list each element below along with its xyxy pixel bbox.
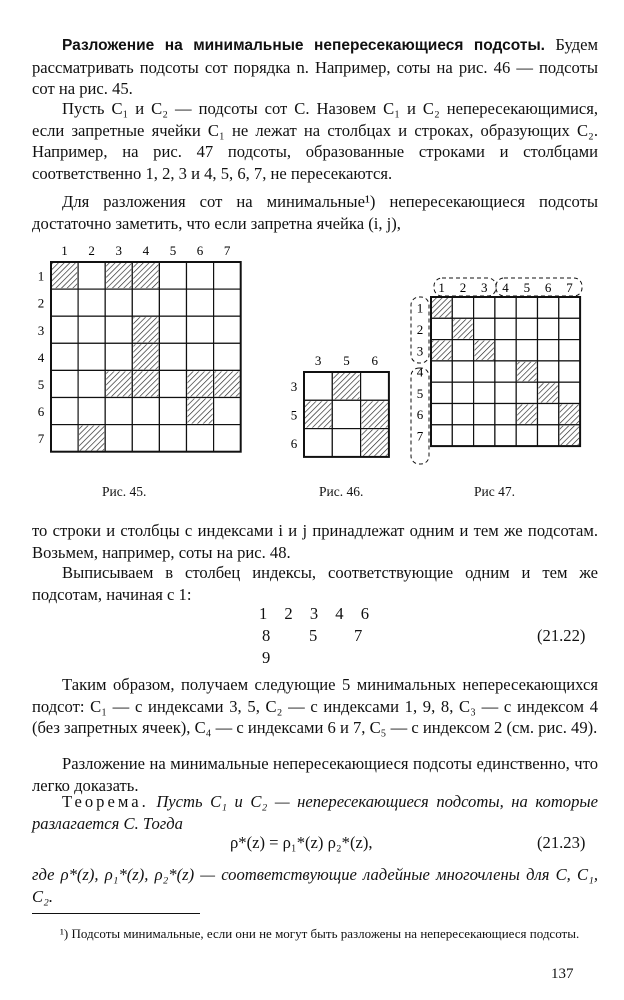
eq-index: 8 <box>262 626 271 645</box>
board-cell <box>159 370 186 397</box>
eq-index: 1 <box>259 604 268 623</box>
board-cell <box>452 425 473 446</box>
section-title: Разложение на минимальные непересекающиеся подсоты. <box>62 37 545 54</box>
eq-index: 3 <box>309 604 319 623</box>
eq-index: 6 <box>360 604 369 623</box>
board-cell <box>187 425 214 452</box>
page-number: 137 <box>551 966 574 982</box>
board-cell <box>187 316 214 343</box>
forbidden-cell <box>133 263 158 288</box>
column-label: 4 <box>502 280 509 295</box>
figure-46-caption: Рис. 46. <box>319 484 364 499</box>
board-cell <box>538 318 559 339</box>
board-cell <box>78 398 105 425</box>
forbidden-cell <box>305 401 331 427</box>
board-cell <box>538 404 559 425</box>
row-label: 3 <box>37 322 45 338</box>
board-cell <box>159 316 186 343</box>
paragraph-1 <box>32 34 598 100</box>
board-cell <box>105 343 132 370</box>
equation-number: (21.22) <box>537 626 586 645</box>
board-cell <box>105 425 132 452</box>
board-cell <box>51 343 78 370</box>
board-cell <box>474 318 495 339</box>
forbidden-cell <box>517 405 536 424</box>
forbidden-cell <box>517 362 536 381</box>
column-label: 5 <box>343 353 350 368</box>
footnote: ¹) Подсоты минимальные, если они не могут быть разложены на непересекающиеся подсоты. <box>60 926 580 941</box>
forbidden-cell <box>362 430 388 456</box>
board-cell <box>431 318 452 339</box>
row-label: 7 <box>416 428 424 444</box>
board-cell <box>452 382 473 403</box>
eq-index: 7 <box>354 626 363 645</box>
forbidden-cell <box>79 426 104 451</box>
row-label: 5 <box>290 407 298 423</box>
board-cell <box>214 343 241 370</box>
board-cell <box>78 316 105 343</box>
board-cell <box>495 404 516 425</box>
column-label: 3 <box>481 280 488 295</box>
board-cell <box>559 318 580 339</box>
board-cell <box>474 425 495 446</box>
row-label: 7 <box>37 431 45 447</box>
eq-index: 5 <box>309 626 318 645</box>
board-cell <box>474 297 495 318</box>
board-cell <box>516 382 537 403</box>
row-label: 4 <box>37 349 45 365</box>
column-label: 6 <box>371 353 378 368</box>
board-cell <box>452 297 473 318</box>
paragraph-8: где ρ*(z), ρ₁*(z), ρ₂*(z) — соответствующие ладейные многочлены для C, C₁, C₂. <box>32 865 598 906</box>
board-cell <box>214 398 241 425</box>
board-cell <box>214 289 241 316</box>
board-cell <box>51 425 78 452</box>
row-label: 2 <box>37 295 45 311</box>
board-cell <box>159 343 186 370</box>
board-cell <box>431 425 452 446</box>
board-cell <box>559 340 580 361</box>
board-cell <box>159 425 186 452</box>
forbidden-cell <box>362 401 388 427</box>
board-cell <box>214 262 241 289</box>
figure-47-grid <box>417 280 580 446</box>
board-cell <box>159 398 186 425</box>
forbidden-cell <box>453 319 472 338</box>
board-cell <box>78 289 105 316</box>
board-cell <box>538 361 559 382</box>
column-label: 2 <box>88 243 95 258</box>
row-label: 6 <box>290 435 298 451</box>
forbidden-cell <box>560 405 579 424</box>
board-cell <box>214 425 241 452</box>
board-cell <box>452 404 473 425</box>
board-cell <box>452 361 473 382</box>
board-cell <box>516 425 537 446</box>
board-cell <box>214 316 241 343</box>
board-cell <box>51 398 78 425</box>
forbidden-cell <box>106 263 131 288</box>
board-cell <box>495 382 516 403</box>
board-cell <box>538 340 559 361</box>
figure-46-grid <box>291 353 389 457</box>
row-label: 4 <box>416 364 424 380</box>
column-label: 4 <box>142 243 150 258</box>
board-cell <box>431 382 452 403</box>
figure-45-caption: Рис. 45. <box>102 484 147 499</box>
board-cell <box>105 398 132 425</box>
board-cell <box>559 297 580 318</box>
forbidden-cell <box>432 341 451 360</box>
row-label: 6 <box>37 404 45 420</box>
board-cell <box>105 289 132 316</box>
theorem <box>32 791 598 834</box>
row-label: 6 <box>416 407 424 423</box>
column-label: 6 <box>544 280 552 295</box>
row-label: 1 <box>37 268 45 284</box>
forbidden-cell <box>432 298 451 317</box>
forbidden-cell <box>333 373 359 399</box>
board-cell <box>332 400 360 428</box>
paragraph-4: то строки и столбцы с индексами i и j принадлежат одним и тем же подсотам. Возьмем, например, соты на рис. 48. <box>32 521 598 562</box>
eq-index: 4 <box>335 604 344 623</box>
board-cell <box>304 372 332 400</box>
board-cell <box>538 297 559 318</box>
row-label: 3 <box>290 379 298 395</box>
column-label: 1 <box>61 243 68 258</box>
column-label: 6 <box>196 243 204 258</box>
board-cell <box>559 361 580 382</box>
paragraph-3: Для разложения сот на минимальные¹) непересекающиеся подсоты достаточно заметить, что если запретна ячейка (i, j), <box>32 192 598 233</box>
board-cell <box>159 289 186 316</box>
board-cell <box>474 382 495 403</box>
board-cell <box>495 318 516 339</box>
board-cell <box>495 297 516 318</box>
equation-row-1 <box>259 604 369 624</box>
forbidden-cell <box>560 426 579 445</box>
board-cell <box>132 425 159 452</box>
forbidden-cell <box>106 371 131 396</box>
board-cell <box>159 262 186 289</box>
board-cell <box>78 343 105 370</box>
forbidden-cell <box>188 399 213 424</box>
board-cell <box>559 382 580 403</box>
board-cell <box>516 318 537 339</box>
board-cell <box>78 370 105 397</box>
board-cell <box>132 398 159 425</box>
figure-47-caption: Рис 47. <box>474 484 515 499</box>
column-label: 7 <box>223 243 231 258</box>
board-cell <box>516 340 537 361</box>
column-label: 5 <box>169 243 177 258</box>
board-cell <box>431 361 452 382</box>
forbidden-cell <box>475 341 494 360</box>
board-cell <box>78 262 105 289</box>
forbidden-cell <box>133 344 158 369</box>
forbidden-cell <box>133 371 158 396</box>
forbidden-cell <box>133 317 158 342</box>
row-label: 5 <box>416 385 424 401</box>
board-cell <box>51 316 78 343</box>
board-cell <box>187 262 214 289</box>
column-label: 3 <box>314 353 322 368</box>
board-cell <box>495 340 516 361</box>
board-cell <box>187 289 214 316</box>
forbidden-cell <box>539 383 558 402</box>
board-cell <box>495 361 516 382</box>
equation-21-23: ρ*(z) = ρ₁*(z) ρ₂*(z), <box>230 833 373 852</box>
board-cell <box>495 425 516 446</box>
board-cell <box>105 316 132 343</box>
board-cell <box>452 340 473 361</box>
row-label: 1 <box>416 300 424 316</box>
theorem-text: Пусть C₁ и C₂ — непересекающиеся подсоты, на которые разлагается C. Тогда <box>32 792 598 833</box>
board-cell <box>474 361 495 382</box>
board-cell <box>431 404 452 425</box>
column-label: 1 <box>438 280 445 295</box>
row-label: 5 <box>37 376 45 392</box>
board-cell <box>361 372 389 400</box>
theorem-label: Теорема. <box>62 792 149 811</box>
paragraph-1-text: Будем рассматривать подсоты сот порядка n. Например, соты на рис. 46 — подсоты сот на рис. 45. <box>32 35 599 98</box>
board-cell <box>332 429 360 457</box>
paragraph-6: Таким образом, получаем следующие 5 минимальных непересекающихся подсот: C₁ — с индексами 3, 5, C₂ — с индексами 1, 9, 8, C₃ — с индексом 4 (без запретных ячеек), C₄ — с индексами 6 и 7, C₅ — с индексом 2 (см. рис. 49). <box>32 675 598 737</box>
forbidden-cell <box>52 263 77 288</box>
board-cell <box>304 429 332 457</box>
row-label: 2 <box>416 321 424 337</box>
forbidden-cell <box>215 371 240 396</box>
footnote-rule <box>32 913 200 914</box>
board-cell <box>51 289 78 316</box>
paragraph-5: Выписываем в столбец индексы, соответствующие одним и тем же подсотам, начиная с 1: <box>32 563 598 604</box>
figure-45-grid <box>38 243 241 452</box>
column-label: 3 <box>115 243 122 258</box>
board-cell <box>474 404 495 425</box>
figures-area <box>0 236 624 506</box>
board-cell <box>516 297 537 318</box>
column-label: 7 <box>566 280 573 295</box>
forbidden-cell <box>188 371 213 396</box>
column-label: 2 <box>459 280 467 295</box>
equation-number: (21.23) <box>537 833 586 852</box>
eq-index: 9 <box>262 648 271 667</box>
board-cell <box>51 370 78 397</box>
paragraph-7: Разложение на минимальные непересекающиеся подсоты единственно, что легко доказать. <box>32 754 598 795</box>
paragraph-2: Пусть C₁ и C₂ — подсоты сот C. Назовем C₁ и C₂ непересекающимися, если запретные ячейки C₁ не лежат на столбцах и строках, образующих C₂. Например, на рис. 47 подсоты, образованные строками и столбцами соответственно 1, 2, 3 и 4, 5, 6, 7, не пересекаются. <box>32 99 598 183</box>
board-cell <box>538 425 559 446</box>
column-label: 5 <box>523 280 531 295</box>
board-cell <box>132 289 159 316</box>
eq-index: 2 <box>284 604 293 623</box>
board-cell <box>187 343 214 370</box>
row-label: 3 <box>416 343 424 359</box>
